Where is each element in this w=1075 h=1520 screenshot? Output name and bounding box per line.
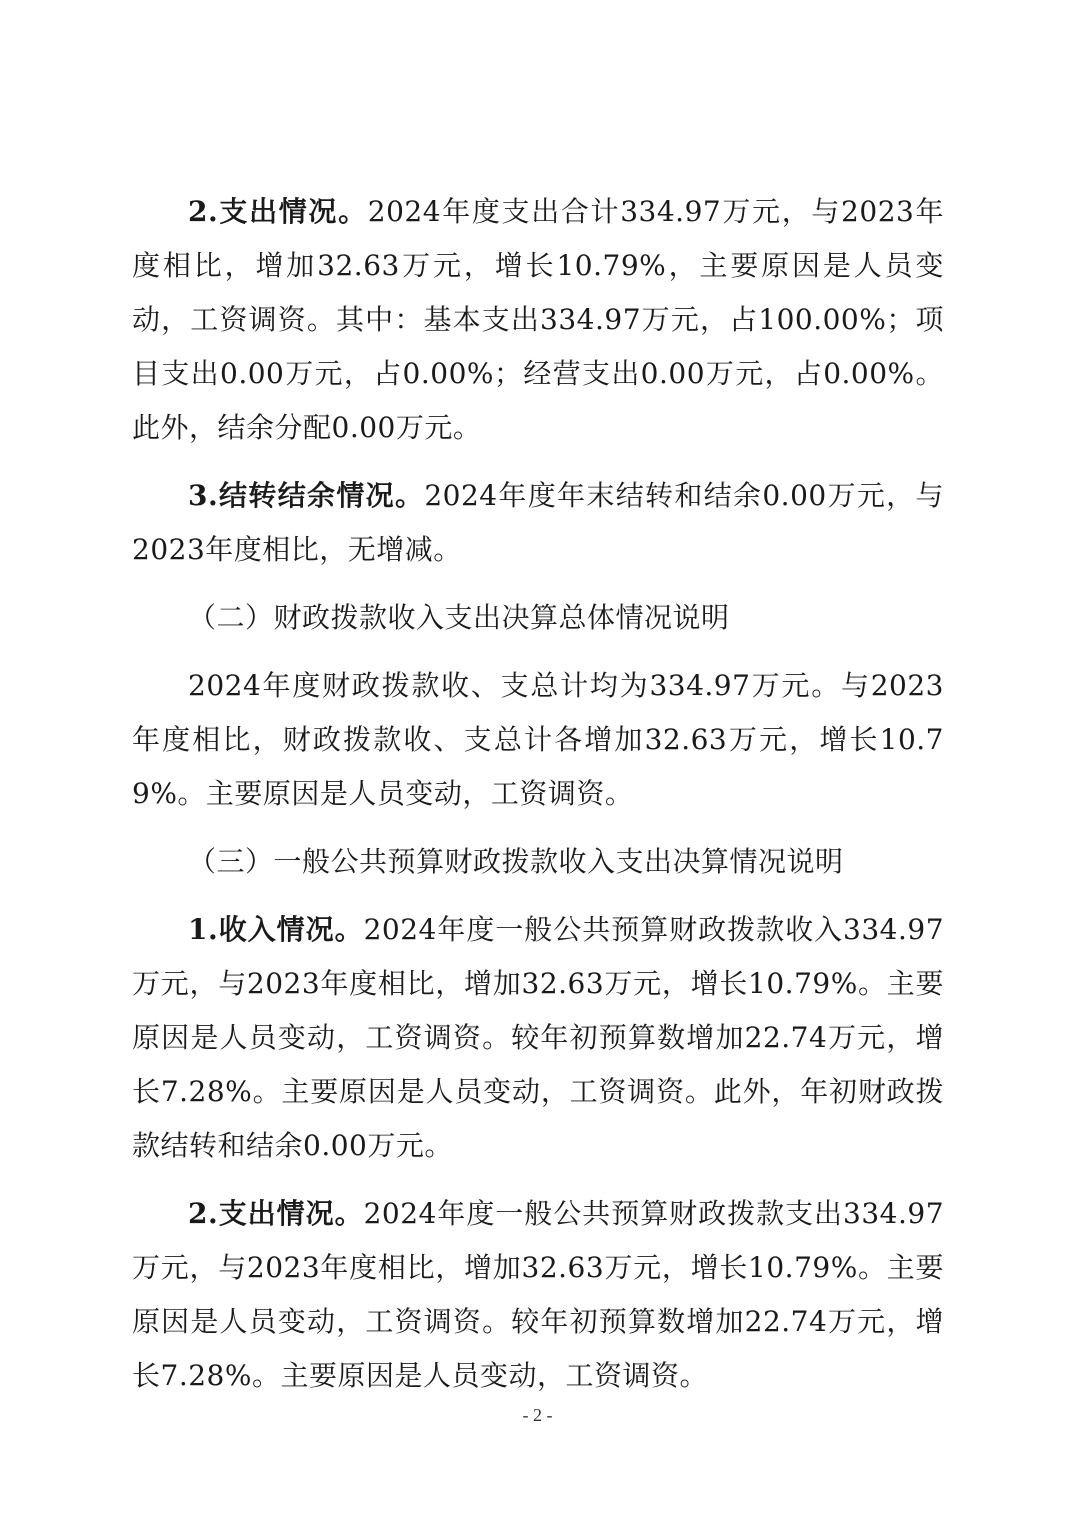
paragraph-text: 2024年度财政拨款收、支总计均为334.97万元。与2023年度相比，财政拨款收、支总计各增加32.63万元，增长10.79%。主要原因是人员变动，工资调资。: [132, 669, 944, 810]
paragraph-budget-expenditure: [132, 1187, 944, 1403]
paragraph-income: [132, 903, 944, 1173]
paragraph-lead: 2.支出情况。: [188, 195, 368, 228]
section-heading-general-budget: （三）一般公共预算财政拨款收入支出决算情况说明: [188, 845, 844, 878]
paragraph-text: 2024年度年末结转和结余0.00万元，与2023年度相比，无增减。: [132, 479, 945, 566]
section-heading-fiscal-overview: （二）财政拨款收入支出决算总体情况说明: [188, 601, 730, 634]
paragraph-text: 2024年度一般公共预算财政拨款收入334.97万元，与2023年度相比，增加32.63万元，增长10.79%。主要原因是人员变动，工资调资。较年初预算数增加22.74万元，增长7.28%。主要原因是人员变动，工资调资。此外，年初财政拨款结转和结余0.00万元。: [132, 913, 945, 1162]
paragraph-lead: 2.支出情况。: [188, 1197, 364, 1230]
paragraph-lead: 1.收入情况。: [188, 913, 364, 946]
paragraph-fiscal-total: [132, 659, 944, 821]
page-number: - 2 -: [522, 1405, 553, 1425]
paragraph-text: 2024年度一般公共预算财政拨款支出334.97万元，与2023年度相比，增加32.63万元，增长10.79%。主要原因是人员变动，工资调资。较年初预算数增加22.74万元，增长7.28%。主要原因是人员变动，工资调资。: [132, 1197, 945, 1392]
paragraph-expenditure: [132, 185, 944, 455]
paragraph-carryover: [132, 469, 944, 577]
paragraph-text: 2024年度支出合计334.97万元，与2023年度相比，增加32.63万元，增长10.79%，主要原因是人员变动，工资调资。其中：基本支出334.97万元，占100.00%；项目支出0.00万元，占0.00%；经营支出0.00万元，占0.00%。此外，结余分配0.00万元。: [132, 195, 944, 444]
document-body: [132, 185, 944, 1417]
paragraph-lead: 3.结转结余情况。: [188, 479, 425, 512]
